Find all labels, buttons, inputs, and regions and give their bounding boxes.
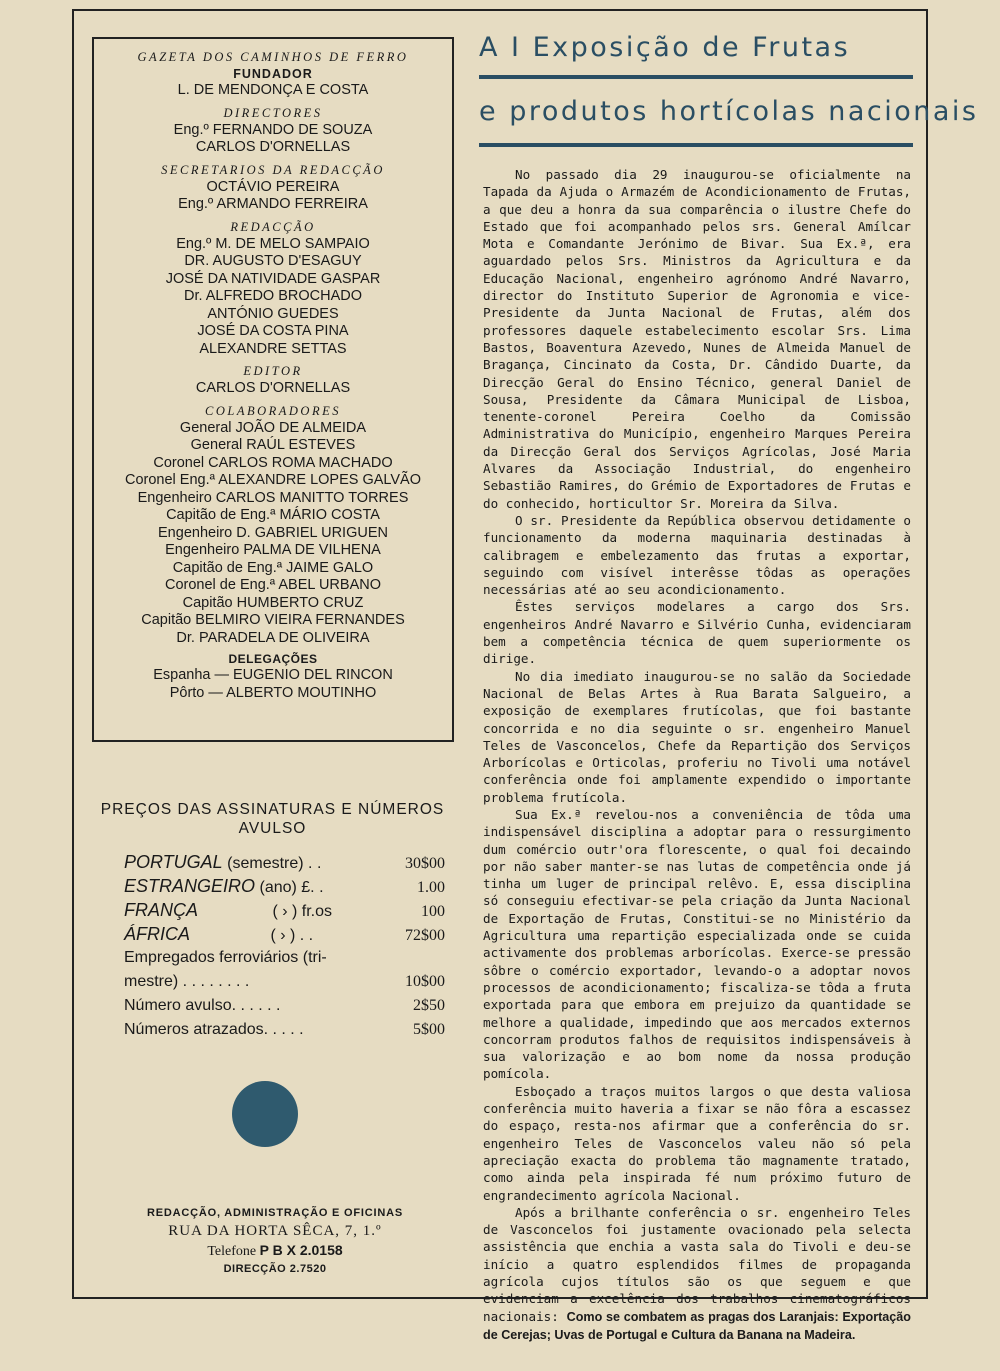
- editor-label: EDITOR: [243, 364, 303, 378]
- colaborador-name: Coronel de Eng.ª ABEL URBANO: [165, 577, 381, 593]
- gazette-name: GAZETA DOS CAMINHOS DE FERRO: [137, 50, 409, 64]
- subscription-prices: [100, 800, 445, 1042]
- telephone-line: [110, 1241, 440, 1261]
- paragraph: No passado dia 29 inaugurou-se oficialmente na Tapada da Ajuda o Armazém de Acondicionamento de Frutas, a que deu a honra da sua comparência o ilustre Chefe do Estado que foi acompanhado pelos srs. General Amílcar Mota e Comandante Jerónimo de Bivar. Sua Ex.ª, era aguardado pelos Srs. Ministros da Agricultura e da Educação Nacional, engenheiro agrónomo André Navarro, director do Instituto Superior de Agronomia e vice-Presidente da Junta Nacional de Frutas, além dos professores daquele estabelecimento escolar Srs. Lima Bastos, Boaventura Azevedo, Nunes de Almeida Manuel de Bragança, Cincinato da Costa, Dr. Cândido Duarte, da Direcção Geral do Ensino Técnico, general Daniel de Sousa, Presidente da Câmara Municipal de Lisboa, tenente-coronel Pereira Coelho da Comissão Administrativa do Município, engenheiro Marques Pereira da Direcção Geral dos Serviços Agrícolas, José Maria Alvares da Associação Industrial, do engenheiro Sebastião Ramires, do Grémio de Exportadores de Frutas e do conhecido, horticultor Sr. Moreira da Silva.: [483, 167, 911, 511]
- price-region: ÁFRICA: [124, 924, 191, 944]
- paragraph: Esboçado a traços muitos largos o que desta valiosa conferência muito haveria a fixar se não fôra a escassez do espaço, resta-nos afirmar que a conferência do sr. engenheiro Teles de Vasconcelos valeu não só pela apreciação exacta do problema tão magnamente tratado, como ainda pela inspirada fé num próximo futuro de engrandecimento agrícola Nacional.: [483, 1083, 911, 1203]
- redaccao-name: JOSÉ DA COSTA PINA: [197, 323, 349, 339]
- price-row: [100, 1018, 445, 1042]
- price-row: [100, 970, 445, 994]
- colaborador-name: General RAÚL ESTEVES: [190, 437, 356, 453]
- price-row: [100, 850, 445, 874]
- redaccao-name: ANTÓNIO GUEDES: [207, 305, 339, 322]
- prices-title: PREÇOS DAS ASSINATURAS E NÚMEROS AVULSO: [100, 801, 445, 837]
- decorative-dot: [232, 1081, 298, 1147]
- price-value: 10$00: [405, 973, 445, 990]
- price-detail: (ano) £. .: [259, 879, 324, 896]
- title-line-1: A I Exposição de Frutas: [479, 32, 851, 63]
- secretary-name: Eng.º ARMANDO FERREIRA: [178, 196, 368, 212]
- paragraph: O sr. Presidente da República observou detidamente o funcionamento da moderna maquinaria destinadas à calibragem e embelezamento das frutas a exportar, seguindo com visível interêsse tôdas as operações necessárias até ao seu acondicionamento.: [483, 512, 911, 598]
- direction-line: DIRECÇÃO 2.7520: [223, 1263, 327, 1275]
- article-body: [483, 166, 911, 1344]
- colaborador-name: Coronel CARLOS ROMA MACHADO: [153, 454, 393, 471]
- address-block: [110, 1205, 440, 1277]
- price-row: [100, 874, 445, 898]
- price-row: [100, 922, 445, 946]
- colaborador-name: Engenheiro PALMA DE VILHENA: [165, 542, 381, 558]
- price-detail: (semestre) . .: [227, 855, 322, 872]
- founder-label: FUNDADOR: [233, 67, 313, 81]
- street-address: RUA DA HORTA SÊCA, 7, 1.º: [168, 1223, 382, 1239]
- director-name: CARLOS D'ORNELLAS: [195, 139, 351, 155]
- title-rule: [479, 75, 913, 79]
- colaborador-name: Capitão HUMBERTO CRUZ: [182, 594, 364, 611]
- colaboradores-label: COLABORADORES: [205, 403, 341, 418]
- delegacao-entry: Espanha — EUGENIO DEL RINCON: [153, 667, 393, 683]
- back-issue-label: Números atrazados. . . . .: [124, 1021, 304, 1038]
- price-value: 30$00: [405, 855, 445, 872]
- phone-number: P B X 2.0158: [259, 1242, 343, 1258]
- redaccao-label: REDACÇÃO: [230, 219, 316, 234]
- paragraph: Êstes serviços modelares a cargo dos Srs. engenheiros André Navarro e Silvério Cunha, evidenciaram bem a competência técnica de quem superiormente os dirige.: [483, 599, 911, 667]
- colaborador-name: Capitão de Eng.ª MÁRIO COSTA: [166, 507, 380, 523]
- title-rule: [479, 143, 913, 147]
- delegacao-entry: Pôrto — ALBERTO MOUTINHO: [169, 684, 377, 701]
- colaborador-name: Coronel Eng.ª ALEXANDRE LOPES GALVÃO: [124, 472, 422, 488]
- paragraph-final: [483, 1204, 911, 1344]
- paragraph: Sua Ex.ª revelou-nos a conveniência de tôda uma indispensável disciplina a adoptar para o ressurgimento dum comércio outr'ora florescente, o qual foi decaindo por não saber manter-se nas lutas de competência onde já tinha um luger de principal relêvo. E, essa disciplina só conseguiu efectivar-se pela criação da Junta Nacional de Exportação de Frutas, Constitui-se no Ministério da Agricultura uma repartição especializada onde se cuida activamente dos problemas arborícolas. Exerce-se pressão sôbre o comércio exportador, levando-o a adoptar novos processos de acondicionamento; fiscaliza-se tôda a fruta exportada para que embora em prejuizo da quantidade se melhore a qualidade, impedindo que aos mercados externos concorram produtos falhos de requisitos indispensáveis à sua valorização e ao bom nome da nossa produção pomícola.: [483, 806, 911, 1082]
- phone-label: Telefone: [207, 1244, 257, 1259]
- price-detail: ( › ) fr.os: [272, 903, 333, 920]
- delegacoes-label: DELEGAÇÕES: [228, 652, 318, 666]
- film-titles: Como se combatem as pragas dos Laranjais: Exportação de Cerejas; Uvas de Portugal e Cultura da Banana na Madeira.: [483, 1309, 911, 1342]
- colaborador-name: Engenheiro CARLOS MANITTO TORRES: [137, 489, 409, 506]
- colaborador-name: Dr. PARADELA DE OLIVEIRA: [176, 629, 370, 646]
- railway-label-cont: mestre) . . . . . . . .: [124, 973, 250, 990]
- redaccao-name: DR. AUGUSTO D'ESAGUY: [184, 253, 362, 269]
- single-issue-label: Número avulso. . . . . .: [124, 997, 281, 1014]
- paragraph-final-text: Após a brilhante conferência o sr. engenheiro Teles de Vasconcelos foi justamente ovacionado pela selecta assistência que enchia a vasta sala do Tivoli e deu-se início a quatro esplendidos filmes de propaganda agrícola cujos títulos são os que seguem e que evidenciam a excelência dos trabalhos cinematográficos nacionais:: [483, 1204, 911, 1324]
- price-value: 2$50: [413, 997, 445, 1014]
- masthead-box: [92, 37, 454, 742]
- price-region: FRANÇA: [124, 900, 199, 920]
- price-value: 100: [421, 903, 445, 920]
- title-line-2: e produtos hortícolas nacionais: [479, 96, 979, 127]
- redaccao-name: ALEXANDRE SETTAS: [199, 340, 347, 357]
- colaborador-name: Engenheiro D. GABRIEL URIGUEN: [158, 524, 388, 541]
- railway-label: Empregados ferroviários (tri-: [124, 949, 327, 966]
- address-heading: REDACÇÃO, ADMINISTRAÇÃO E OFICINAS: [147, 1207, 403, 1219]
- price-detail: ( › ) . .: [270, 927, 314, 944]
- colaborador-name: General JOÃO DE ALMEIDA: [179, 419, 367, 436]
- price-value: 5$00: [413, 1021, 445, 1038]
- colaborador-name: Capitão BELMIRO VIEIRA FERNANDES: [141, 612, 405, 628]
- price-region: PORTUGAL: [124, 852, 223, 872]
- price-region: ESTRANGEIRO: [124, 876, 256, 896]
- article-title: [479, 25, 979, 157]
- secretaries-label: SECRETARIOS DA REDACÇÃO: [161, 162, 385, 177]
- founder-name: L. DE MENDONÇA E COSTA: [177, 82, 369, 98]
- redaccao-name: JOSÉ DA NATIVIDADE GASPAR: [165, 270, 381, 287]
- paragraph: No dia imediato inaugurou-se no salão da Sociedade Nacional de Belas Artes à Rua Barata Salgueiro, a exposição de exemplares frutícolas, que foi bastante concorrida e no dia seguinte o sr. engenheiro Manuel Teles de Vasconcelos, Chefe da Repartição dos Serviços Arborícolas e Orticolas, proferiu no Tivoli uma notável conferência onde foi amplamente expendido o importante problema frutícola.: [483, 668, 911, 805]
- price-value: 72$00: [405, 927, 445, 944]
- director-name: Eng.º FERNANDO DE SOUZA: [173, 121, 373, 138]
- price-value: 1.00: [417, 879, 445, 896]
- price-row: [100, 898, 445, 922]
- price-row: [100, 994, 445, 1018]
- directors-label: DIRECTORES: [223, 105, 323, 120]
- redaccao-name: Dr. ALFREDO BROCHADO: [183, 288, 363, 304]
- editor-name: CARLOS D'ORNELLAS: [195, 380, 351, 396]
- colaborador-name: Capitão de Eng.ª JAIME GALO: [172, 559, 374, 576]
- redaccao-name: Eng.º M. DE MELO SAMPAIO: [176, 235, 370, 252]
- secretary-name: OCTÁVIO PEREIRA: [206, 178, 340, 195]
